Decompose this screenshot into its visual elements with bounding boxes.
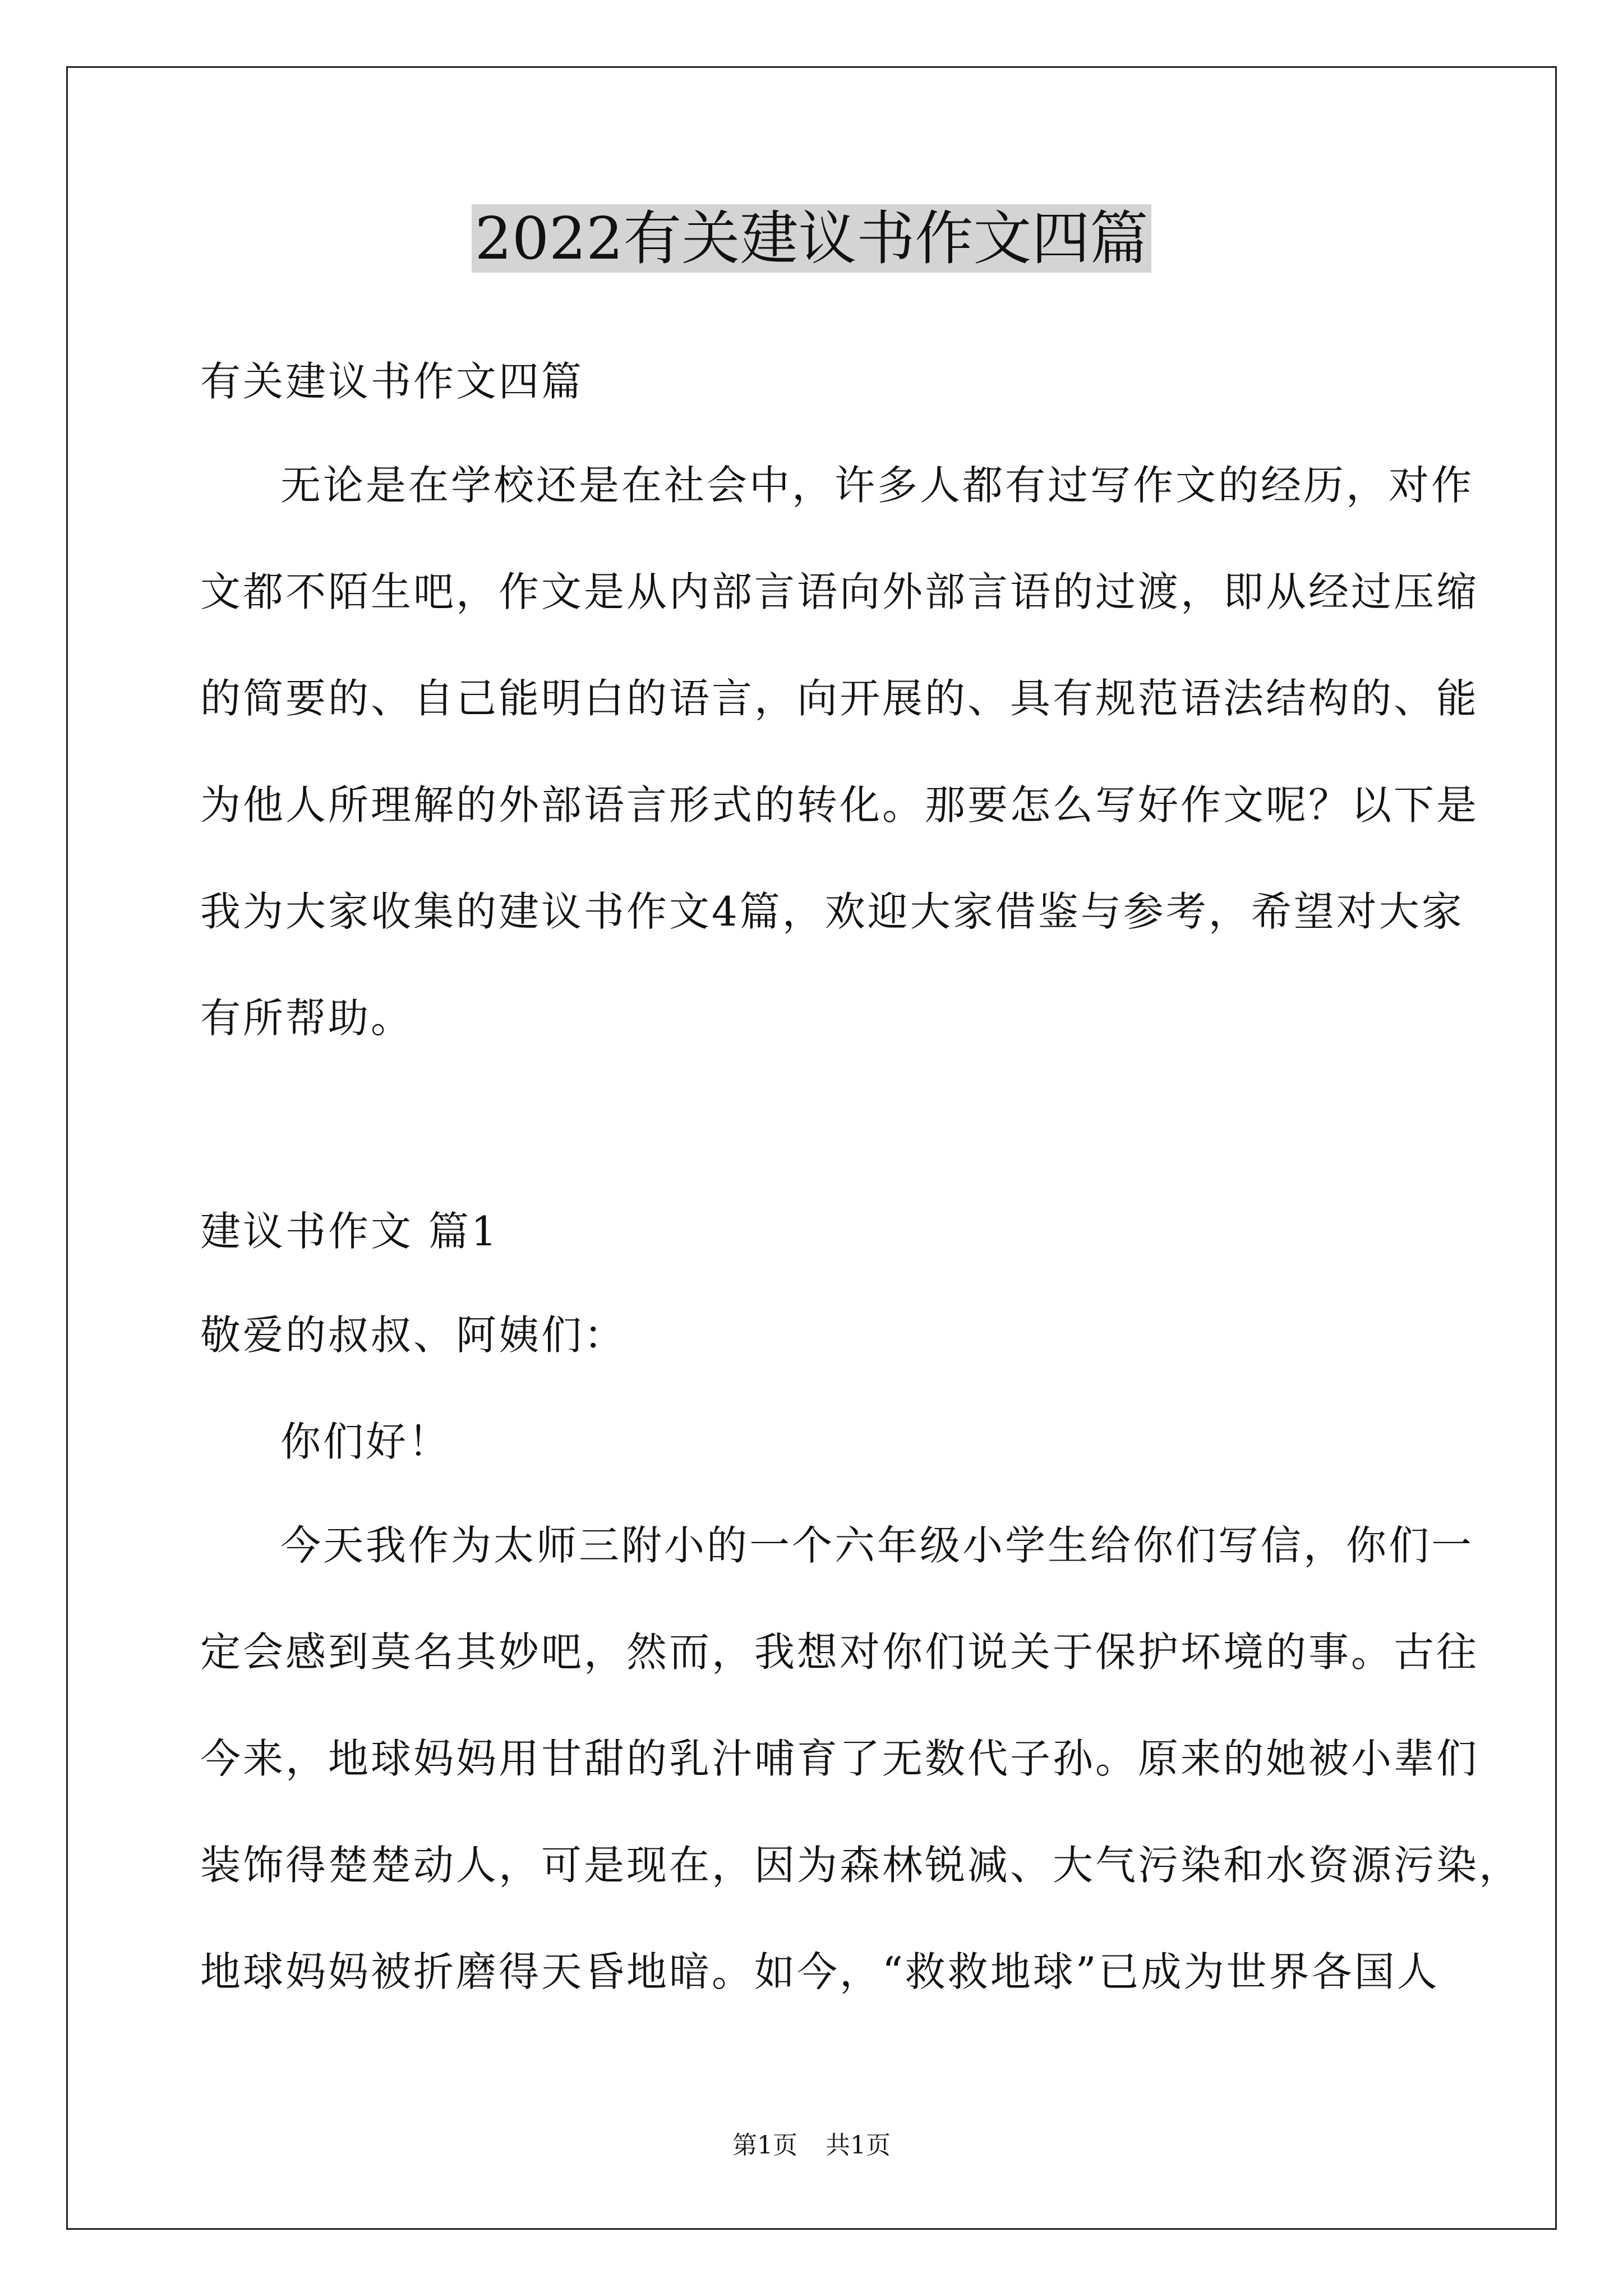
- page-footer: [0, 2129, 1623, 2162]
- intro-line: 我为大家收集的建议书作文4篇，欢迎大家借鉴与参考，希望对大家: [200, 888, 1464, 935]
- section-heading: 建议书作文 篇1: [200, 1208, 499, 1255]
- letter-line: 定会感到莫名其妙吧，然而，我想对你们说关于保护坏境的事。古往: [200, 1628, 1479, 1676]
- greeting: 你们好！: [280, 1418, 451, 1465]
- document-title: [0, 199, 1623, 278]
- letter-line: 装饰得楚楚动人，可是现在，因为森林锐减、大气污染和水资源污染，: [200, 1842, 1522, 1889]
- intro-line: 有所帮助。: [200, 995, 414, 1042]
- page-total: 共1页: [826, 2131, 891, 2160]
- page-number: 第1页: [732, 2131, 797, 2160]
- subtitle: 有关建议书作文四篇: [200, 358, 584, 405]
- salutation: 敬爱的叔叔、阿姨们：: [200, 1312, 627, 1359]
- intro-line: 文都不陌生吧，作文是从内部言语向外部言语的过渡，即从经过压缩: [200, 568, 1479, 615]
- letter-line: 今天我作为太师三附小的一个六年级小学生给你们写信，你们一: [280, 1522, 1474, 1569]
- document-title-text: 2022有关建议书作文四篇: [472, 204, 1152, 273]
- intro-line: 为他人所理解的外部语言形式的转化。那要怎么写好作文呢？以下是: [200, 781, 1479, 829]
- intro-line: 无论是在学校还是在社会中，许多人都有过写作文的经历，对作: [280, 462, 1474, 509]
- letter-line: 地球妈妈被折磨得天昏地暗。如今，“救救地球”已成为世界各国人: [200, 1948, 1440, 1995]
- letter-line: 今来，地球妈妈用甘甜的乳汁哺育了无数代子孙。原来的她被小辈们: [200, 1735, 1479, 1782]
- intro-line: 的简要的、自己能明白的语言，向开展的、具有规范语法结构的、能: [200, 675, 1479, 722]
